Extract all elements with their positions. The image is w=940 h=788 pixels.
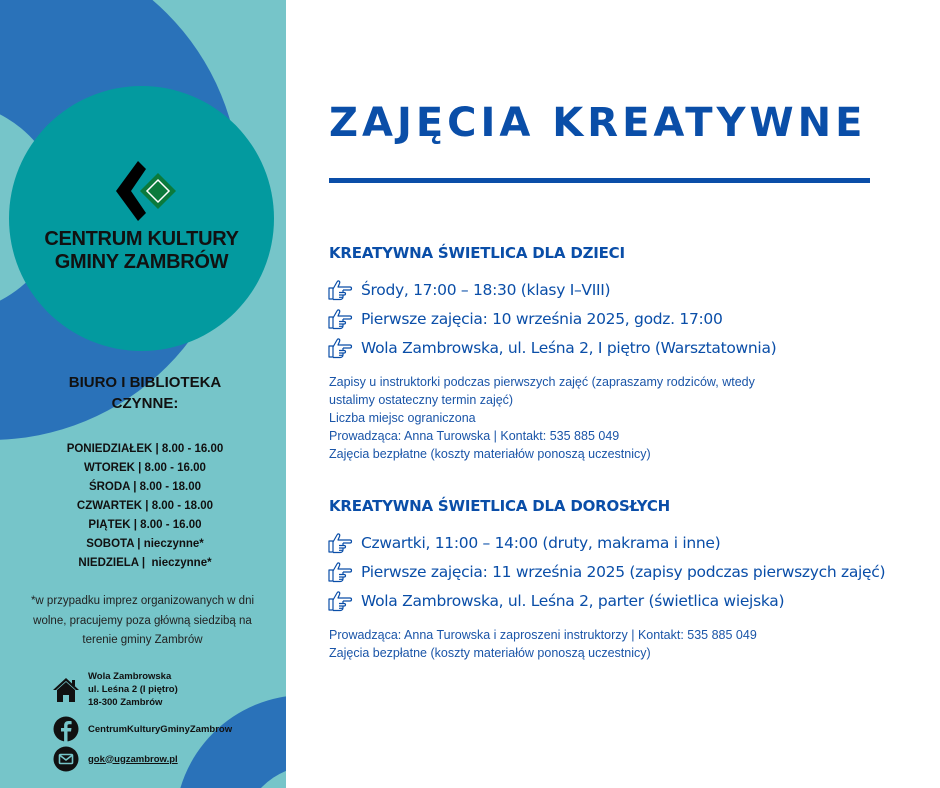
address-line: 18-300 Zambrów: [88, 697, 163, 708]
facebook-row[interactable]: [52, 715, 232, 743]
note-line: Zapisy u instruktorki podczas pierwszych zajęć (zapraszamy rodziców, wtedy: [329, 375, 755, 389]
email-link[interactable]: gok@ugzambrow.pl: [88, 753, 178, 765]
section-notes-adults: [329, 626, 757, 662]
hours-row: CZWARTEK | 8.00 - 18.00: [76, 500, 214, 512]
list-item-text: Pierwsze zajęcia: 10 września 2025, godz. 17:00: [361, 309, 723, 328]
mail-icon: [52, 745, 80, 773]
pointing-hand-icon: [327, 532, 353, 554]
organization-name: [9, 228, 274, 274]
title-divider: [329, 178, 870, 183]
facebook-link[interactable]: CentrumKulturyGminyZambrow: [88, 723, 233, 735]
list-item-text: Środy, 17:00 – 18:30 (klasy I–VIII): [361, 280, 611, 299]
sidebar: [0, 0, 286, 788]
list-item-text: Pierwsze zajęcia: 11 września 2025 (zapisy podczas pierwszych zajęć): [361, 562, 886, 581]
pointing-hand-icon: [327, 279, 353, 301]
note-line: Liczba miejsc ograniczona: [329, 411, 476, 425]
list-item-text: Czwartki, 11:00 – 14:00 (druty, makrama i inne): [361, 533, 721, 552]
organization-name-line1: CENTRUM KULTURY: [44, 228, 239, 250]
hours-row: SOBOTA | nieczynne*: [86, 538, 204, 550]
home-icon: [52, 676, 80, 704]
pointing-hand-icon: [327, 590, 353, 612]
section-bullets-children: [327, 275, 776, 362]
office-hours-title: [20, 372, 270, 414]
note-line: Zajęcia bezpłatne (koszty materiałów ponoszą uczestnicy): [329, 646, 651, 660]
hours-row: PIĄTEK | 8.00 - 16.00: [88, 519, 202, 531]
note-line: Prowadząca: Anna Turowska | Kontakt: 535 885 049: [329, 429, 620, 443]
footnote-line: wolne, pracujemy poza główną siedzibą na: [33, 614, 252, 627]
hours-row: PONIEDZIAŁEK | 8.00 - 16.00: [66, 443, 224, 455]
address-line: ul. Leśna 2 (I piętro): [88, 684, 178, 695]
pointing-hand-icon: [327, 561, 353, 583]
address-row: [52, 670, 178, 709]
hours-row: ŚRODA | 8.00 - 18.00: [88, 481, 202, 493]
address-line: Wola Zambrowska: [88, 671, 172, 682]
hours-footnote: [10, 592, 275, 651]
list-item-text: Wola Zambrowska, ul. Leśna 2, I piętro (Warsztatownia): [361, 338, 777, 357]
footnote-line: *w przypadku imprez organizowanych w dni: [30, 595, 255, 607]
section-bullets-adults: [327, 528, 885, 615]
office-hours-title-line2: CZYNNE:: [111, 395, 179, 412]
list-item-text: Wola Zambrowska, ul. Leśna 2, parter (świetlica wiejska): [361, 591, 785, 610]
list-item: [327, 586, 885, 615]
page-title: ZAJĘCIA KREATYWNE: [329, 100, 867, 146]
office-hours-title-line1: BIURO I BIBLIOTEKA: [68, 374, 222, 391]
footnote-line: terenie gminy Zambrów: [82, 634, 203, 646]
list-item: [327, 557, 885, 586]
hours-row: NIEDZIELA | nieczynne*: [78, 557, 212, 569]
address-text: [88, 670, 178, 709]
pointing-hand-icon: [327, 337, 353, 359]
section-heading-children: KREATYWNA ŚWIETLICA DLA DZIECI: [329, 244, 625, 262]
email-row[interactable]: [52, 745, 178, 773]
organization-logo-icon: [116, 161, 176, 221]
note-line: Zajęcia bezpłatne (koszty materiałów ponoszą uczestnicy): [329, 447, 651, 461]
office-hours-list: [20, 440, 270, 573]
pointing-hand-icon: [327, 308, 353, 330]
list-item: [327, 275, 776, 304]
note-line: ustalimy ostateczny termin zajęć): [329, 393, 514, 407]
hours-row: WTOREK | 8.00 - 16.00: [84, 462, 206, 474]
facebook-icon: [52, 715, 80, 743]
note-line: Prowadząca: Anna Turowska i zaproszeni instruktorzy | Kontakt: 535 885 049: [329, 628, 757, 642]
list-item: [327, 333, 776, 362]
list-item: [327, 528, 885, 557]
list-item: [327, 304, 776, 333]
organization-name-line2: GMINY ZAMBRÓW: [54, 251, 229, 273]
section-notes-children: [329, 373, 755, 463]
section-heading-adults: KREATYWNA ŚWIETLICA DLA DOROSŁYCH: [329, 497, 671, 515]
